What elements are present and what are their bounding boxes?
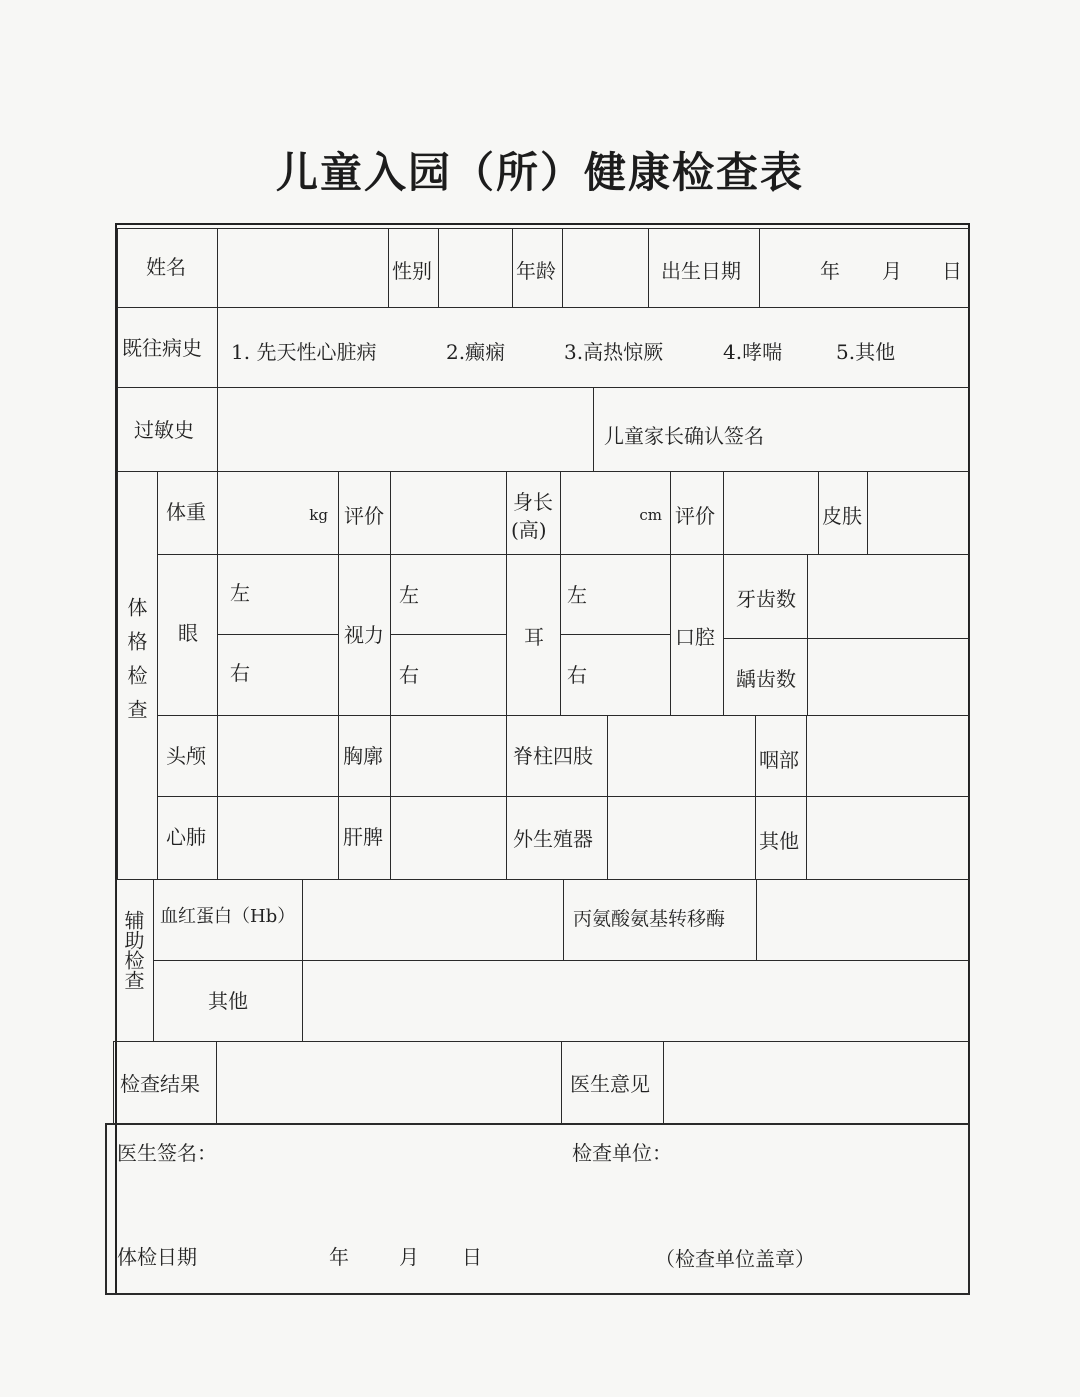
allergy-field[interactable] (217, 387, 594, 472)
other-physical-label: 其他 (759, 829, 799, 853)
ear-right-label: 右 (567, 663, 587, 687)
allergy-label-cell (117, 387, 218, 472)
alt-label: 丙氨酸氨基转移酶 (573, 908, 726, 930)
ear-label-cell (506, 554, 561, 716)
skin-label-cell (818, 471, 868, 555)
chest-label-cell (338, 715, 391, 797)
name-label-cell (117, 228, 218, 308)
weight-label-cell (157, 471, 218, 555)
history-option-4[interactable]: 4.哮喘 (723, 340, 783, 364)
birth-day-label: 日 (942, 259, 962, 283)
genitals-label-cell (506, 796, 608, 880)
height-label-line1: 身长 (513, 490, 553, 514)
head-label-cell (157, 715, 218, 797)
ear-left-field[interactable] (560, 554, 671, 635)
height-eval-field[interactable] (723, 471, 819, 555)
parent-sign-field[interactable] (593, 387, 970, 472)
doctor-opinion-label-cell (561, 1041, 664, 1124)
weight-eval-label: 评价 (344, 504, 384, 528)
eye-left-field[interactable] (217, 554, 339, 635)
aux-other-label-cell (153, 960, 303, 1042)
vision-label: 视力 (344, 623, 384, 647)
history-label-cell (117, 307, 218, 388)
genitals-label: 外生殖器 (513, 827, 593, 851)
gender-label-cell (388, 228, 439, 308)
eye-label: 眼 (178, 621, 198, 645)
other-physical-label-cell (755, 796, 807, 880)
eye-left-label: 左 (230, 581, 250, 605)
throat-label: 咽部 (759, 748, 799, 772)
parent-sign-label: 儿童家长确认签名 (604, 424, 764, 448)
history-option-2[interactable]: 2.癫痫 (446, 340, 506, 364)
vision-label-cell (338, 554, 391, 716)
caries-label: 龋齿数 (736, 667, 796, 691)
aux-section-label-cell (115, 879, 154, 1042)
genitals-field[interactable] (607, 796, 756, 880)
weight-eval-label-cell (338, 471, 391, 555)
weight-field[interactable] (217, 471, 339, 555)
name-label: 姓名 (146, 255, 186, 279)
doctor-opinion-field[interactable] (663, 1041, 970, 1124)
physical-section-label-cell (117, 471, 158, 880)
age-label-cell (512, 228, 563, 308)
vision-left-label: 左 (399, 583, 419, 607)
liver-spleen-label: 肝脾 (343, 825, 383, 849)
eye-label-cell (157, 554, 218, 716)
head-field[interactable] (217, 715, 339, 797)
hb-label: 血红蛋白（Hb） (160, 906, 296, 927)
birth-label-cell (648, 228, 760, 308)
heart-lung-label: 心肺 (166, 825, 206, 849)
weight-unit: kg (309, 506, 328, 524)
vision-right-label: 右 (399, 663, 419, 687)
chest-label: 胸廓 (343, 744, 383, 768)
throat-label-cell (755, 715, 807, 797)
head-label: 头颅 (166, 744, 206, 768)
history-option-5[interactable]: 5.其他 (836, 340, 896, 364)
result-field[interactable] (216, 1041, 562, 1124)
exam-year-label: 年 (329, 1245, 349, 1269)
alt-field[interactable] (756, 879, 970, 961)
physical-section-label: 体格检查 (124, 597, 148, 733)
hb-label-cell (153, 879, 303, 961)
eye-right-field[interactable] (217, 634, 339, 716)
age-label: 年龄 (516, 259, 556, 283)
vision-left-field[interactable] (390, 554, 507, 635)
teeth-label-cell (723, 554, 808, 639)
alt-label-cell (563, 879, 757, 961)
age-field[interactable] (562, 228, 649, 308)
throat-field[interactable] (806, 715, 970, 797)
height-label-line2: (高) (511, 518, 547, 542)
exam-month-label: 月 (399, 1245, 419, 1269)
height-label-cell (506, 471, 561, 555)
eye-right-label: 右 (230, 661, 250, 685)
gender-field[interactable] (438, 228, 513, 308)
heart-lung-label-cell (157, 796, 218, 880)
aux-section-label: 辅助检查 (121, 910, 145, 990)
history-option-1[interactable]: 1. 先天性心脏病 (231, 340, 377, 364)
allergy-label: 过敏史 (134, 418, 194, 442)
spine-label: 脊柱四肢 (513, 744, 593, 768)
result-label: 检查结果 (120, 1072, 200, 1096)
birth-label: 出生日期 (661, 259, 741, 283)
name-field[interactable] (217, 228, 389, 308)
heart-lung-field[interactable] (217, 796, 339, 880)
stamp-label: （检查单位盖章） (655, 1247, 815, 1271)
caries-field[interactable] (807, 638, 970, 716)
ear-right-field[interactable] (560, 634, 671, 716)
doctor-sign-field[interactable] (217, 1135, 547, 1175)
teeth-field[interactable] (807, 554, 970, 639)
height-field[interactable] (560, 471, 671, 555)
birth-month-label: 月 (882, 259, 902, 283)
height-eval-label: 评价 (675, 504, 715, 528)
gender-label: 性别 (392, 259, 432, 283)
doctor-opinion-label: 医生意见 (570, 1072, 650, 1096)
height-eval-label-cell (670, 471, 724, 555)
skin-label: 皮肤 (822, 504, 862, 528)
spine-field[interactable] (607, 715, 756, 797)
weight-label: 体重 (166, 500, 206, 524)
aux-other-field[interactable] (302, 960, 970, 1042)
birth-date-field[interactable] (759, 228, 970, 308)
unit-label: 检查单位： (572, 1141, 672, 1165)
liver-spleen-field[interactable] (390, 796, 507, 880)
height-unit: cm (639, 506, 662, 524)
history-options (217, 307, 970, 388)
ear-left-label: 左 (567, 583, 587, 607)
footer-block (105, 1123, 970, 1295)
history-option-3[interactable]: 3.高热惊厥 (564, 340, 664, 364)
ear-label: 耳 (524, 625, 544, 649)
history-label: 既往病史 (122, 336, 202, 360)
mouth-label-cell (670, 554, 724, 716)
chest-field[interactable] (390, 715, 507, 797)
skin-field[interactable] (867, 471, 970, 555)
birth-year-label: 年 (820, 259, 840, 283)
vision-right-field[interactable] (390, 634, 507, 716)
exam-day-label: 日 (462, 1245, 482, 1269)
exam-date-label: 体检日期 (117, 1245, 197, 1269)
caries-label-cell (723, 638, 808, 716)
page-title: 儿童入园（所）健康检查表 (275, 148, 804, 197)
doctor-sign-label: 医生签名： (117, 1141, 217, 1165)
mouth-label: 口腔 (675, 625, 715, 649)
result-label-cell (113, 1041, 217, 1124)
aux-other-label: 其他 (208, 989, 248, 1013)
unit-field[interactable] (677, 1135, 957, 1175)
weight-eval-field[interactable] (390, 471, 507, 555)
other-physical-field[interactable] (806, 796, 970, 880)
teeth-label: 牙齿数 (736, 587, 796, 611)
spine-label-cell (506, 715, 608, 797)
liver-spleen-label-cell (338, 796, 391, 880)
hb-field[interactable] (302, 879, 564, 961)
